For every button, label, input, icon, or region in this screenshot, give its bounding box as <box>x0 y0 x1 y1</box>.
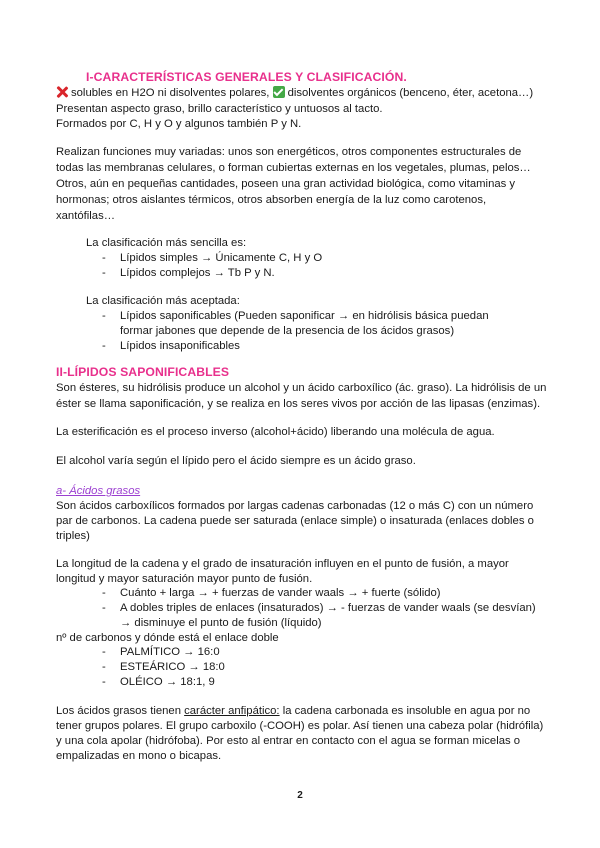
list-item-continuation: → disminuye el punto de fusión (líquido) <box>120 617 322 629</box>
list-item: - ESTEÁRICO → 18:0 <box>102 661 225 673</box>
alcohol-line: El alcohol varía según el lípido pero el ácido siempre es un ácido graso. <box>56 455 416 467</box>
section-heading-characteristics: I-CARACTERÍSTICAS GENERALES Y CLASIFICACIÓN. <box>86 70 407 84</box>
melting-paragraph-line: La longitud de la cadena y el grado de insaturación influyen en el punto de fusión, a mayor <box>56 558 509 570</box>
aspect-line: Presentan aspecto graso, brillo característico y untuosos al tacto. <box>56 103 383 115</box>
accepted-classification-title: La clasificación más aceptada: <box>86 295 240 307</box>
list-item: - Cuánto + larga → + fuerzas de vander waals → + fuerte (sólido) <box>102 587 441 599</box>
cross-mark-icon <box>56 86 68 98</box>
list-item: - OLÉICO → 18:1, 9 <box>102 676 215 688</box>
list-item: - Lípidos simples → Únicamente C, H y O <box>102 252 323 264</box>
list-item: - Lípidos saponificables (Pueden saponificar → en hidrólisis básica puedan <box>102 310 489 322</box>
fatty-acids-paragraph-line: triples) <box>56 530 90 542</box>
amphipathic-term: carácter anfipático: <box>184 705 280 717</box>
esters-paragraph-line: Son ésteres, su hidrólisis produce un alcohol y un ácido carboxílico (ác. graso). La hidrólisis de un <box>56 382 547 394</box>
check-mark-icon <box>273 86 285 98</box>
list-item: - Lípidos insaponificables <box>102 340 240 352</box>
section-heading-saponifiable: II-LÍPIDOS SAPONIFICABLES <box>56 365 230 379</box>
fatty-acids-paragraph-line: Son ácidos carboxílicos formados por largas cadenas carbonadas (12 o más C) con un número <box>56 500 534 512</box>
esterification-line: La esterificación es el proceso inverso (alcohol+ácido) liberando una molécula de agua. <box>56 426 495 438</box>
functions-paragraph-line: Otros, aún en pequeñas cantidades, poseen una gran actividad biológica, como vitaminas y <box>56 178 516 190</box>
simple-classification-title: La clasificación más sencilla es: <box>86 237 247 249</box>
fatty-acids-paragraph-line: par de carbonos. La cadena puede ser saturada (enlace simple) o insaturada (enlaces dobles o <box>56 515 534 527</box>
melting-paragraph-line: longitud y mayor saturación mayor punto de fusión. <box>56 573 313 585</box>
amphipathic-paragraph-line: empalizadas en mono o bicapas. <box>56 750 222 762</box>
notation-line: nº de carbonos y dónde está el enlace doble <box>56 632 279 644</box>
functions-paragraph-line: Realizan funciones muy variadas: unos son energéticos, otros componentes estructurales de <box>56 146 522 158</box>
esters-paragraph-line: éster se llama saponificación, y se realiza en los seres vivos por acción de las lipasas (enzimas). <box>56 398 541 410</box>
composition-line: Formados por C, H y O y algunos también P y N. <box>56 118 302 130</box>
functions-paragraph-line: hormonas; otros aislantes térmicos, otros absorben energía de la luz como carotenos, <box>56 194 487 206</box>
amphipathic-paragraph-line: tener grupos polares. El grupo carboxilo (-COOH) es polar. Así tienen una cabeza polar (hidrófila) <box>56 720 544 732</box>
list-item: - A dobles triples de enlaces (insaturados) → - fuerzas de vander waals (se desvían) <box>102 602 536 614</box>
amphipathic-paragraph-line: Los ácidos grasos tienen carácter anfipático: la cadena carbonada es insoluble en agua por no <box>56 705 531 717</box>
functions-paragraph-line: xantófilas… <box>56 210 116 222</box>
amphipathic-paragraph-line: y una cola apolar (hidrófoba). Por esto al entrar en contacto con el agua se forman micelas o <box>56 735 521 747</box>
solubility-line: solubles en H2O ni disolventes polares, disolventes orgánicos (benceno, éter, acetona…) <box>56 86 533 101</box>
page-number: 2 <box>297 790 303 801</box>
list-item: - PALMÍTICO → 16:0 <box>102 646 220 658</box>
list-item-continuation: formar jabones que depende de la presencia de los ácidos grasos) <box>120 325 455 337</box>
list-item: - Lípidos complejos → Tb P y N. <box>102 267 275 279</box>
functions-paragraph-line: todas las membranas celulares, o forman cubiertas externas en los vegetales, plumas, pelos… <box>56 162 531 174</box>
subheading-fatty-acids: a- Ácidos grasos <box>56 485 141 497</box>
